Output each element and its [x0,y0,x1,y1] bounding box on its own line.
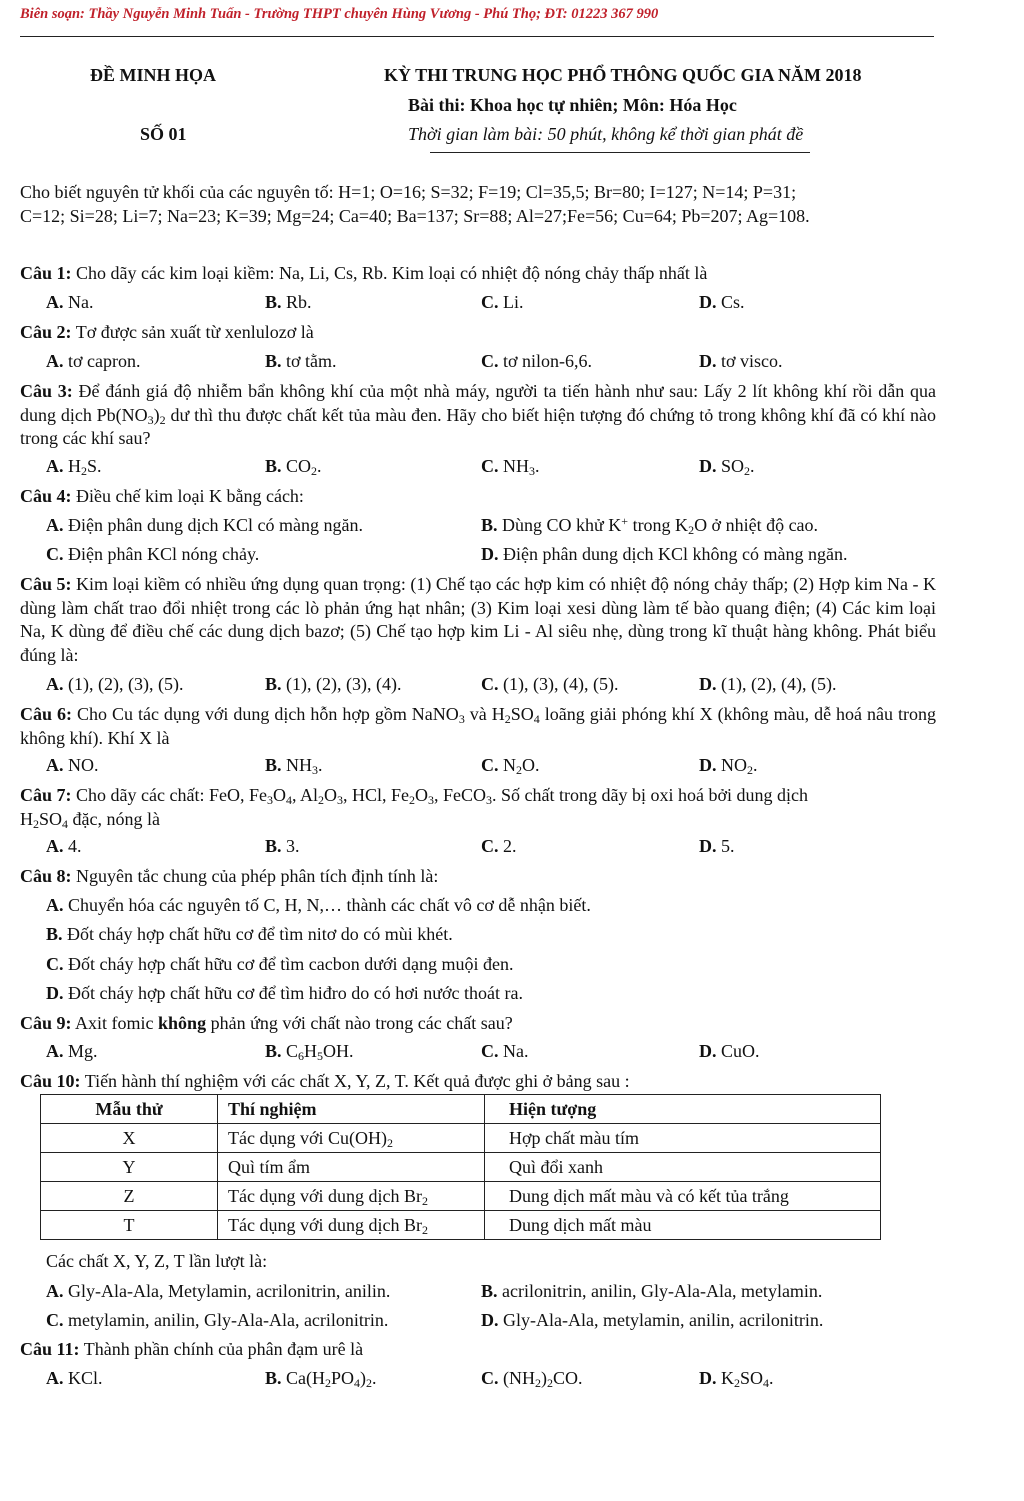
q9-option-a[interactable]: A. Mg. [46,1041,98,1061]
table-header-row [41,1095,881,1124]
q10-option-d[interactable]: D. Gly-Ala-Ala, metylamin, anilin, acrilonitrin. [481,1310,824,1330]
table-row [41,1124,881,1153]
experiment-table [40,1094,881,1240]
q3-option-c[interactable]: C. $NH_3$. [481,456,540,478]
q10-option-b[interactable]: B. acrilonitrin, anilin, Gly-Ala-Ala, metylamin. [481,1281,823,1301]
q6-option-b[interactable]: B. $NH_3$. [265,755,323,777]
q10-prompt: Các chất X, Y, Z, T lần lượt là: [46,1251,268,1271]
column-header: Mẫu thử [41,1095,218,1124]
q8-option-a[interactable]: A. Chuyển hóa các nguyên tố C, H, N,… thành các chất vô cơ dễ nhận biết. [46,895,591,915]
q10-option-c[interactable]: C. metylamin, anilin, Gly-Ala-Ala, acrilonitrin. [46,1310,389,1330]
q6-option-d[interactable]: D. $NO_2$. [699,755,758,777]
q8-option-c[interactable]: C. Đốt cháy hợp chất hữu cơ để tìm cacbon dưới dạng muội đen. [46,954,514,974]
atomic-masses-line1: Cho biết nguyên tử khối của các nguyên tố: H=1; O=16; S=32; F=19; Cl=35,5; Br=80; I=127; N=14; P=31; [20,182,797,202]
table-cell: Dung dịch mất màu và có kết tủa trắng [485,1182,881,1211]
table-cell: Tác dụng với dung dịch $Br_2$ [218,1211,485,1240]
q11-option-a[interactable]: A. KCl. [46,1368,103,1388]
question-11: Câu 11: Thành phần chính của phân đạm urê là [20,1339,364,1359]
q2-option-c[interactable]: C. tơ nilon-6,6. [481,351,593,371]
q7-option-d[interactable]: D. 5. [699,836,735,856]
question-text: Tơ được sản xuất từ xenlulozơ là [75,322,314,342]
question-label: Câu 1: [20,263,72,283]
column-header: Hiện tượng [485,1095,881,1124]
atomic-masses-line2: C=12; Si=28; Li=7; Na=23; K=39; Mg=24; Ca=40; Ba=137; Sr=88; Al=27;Fe=56; Cu=64; Pb=207; Ag=108. [20,205,810,226]
q9-option-b[interactable]: B. $C_6H_5OH$. [265,1041,354,1063]
question-label: Câu 3: [20,381,73,401]
q8-option-b[interactable]: B. Đốt cháy hợp chất hữu cơ để tìm nitơ do có mùi khét. [46,924,453,944]
table-row [41,1153,881,1182]
q9-option-c[interactable]: C. Na. [481,1041,529,1061]
atomic-masses [20,181,936,228]
q6-option-a[interactable]: A. NO. [46,755,99,775]
exam-label: ĐỀ MINH HỌA [90,65,216,85]
exam-time: Thời gian làm bài: 50 phút, không kể thời gian phát đề [408,124,804,144]
q4-option-b[interactable]: B. Dùng CO khử K+ trong $K_2O$ ở nhiệt độ cao. [481,514,819,537]
table-cell: Z [41,1182,218,1211]
q3-option-b[interactable]: B. $CO_2$. [265,456,322,478]
q5-option-c[interactable]: C. (1), (3), (4), (5). [481,674,619,694]
exam-subject: Bài thi: Khoa học tự nhiên; Môn: Hóa Học [408,95,737,115]
q10-option-a[interactable]: A. Gly-Ala-Ala, Metylamin, acrilonitrin, anilin. [46,1281,391,1301]
q9-option-d[interactable]: D. CuO. [699,1041,760,1061]
table-cell: Y [41,1153,218,1182]
question-text: Cho dãy các kim loại kiềm: Na, Li, Cs, Rb. Kim loại có nhiệt độ nóng chảy thấp nhất là [76,263,708,283]
exam-number: SỐ 01 [140,124,187,144]
question-label: Câu 9: [20,1013,72,1033]
title-underline [430,152,810,153]
question-label: Câu 10: [20,1071,81,1091]
question-6: Câu 6: Cho Cu tác dụng với dung dịch hỗn hợp gồm NaNO$_3$ và $H_2SO_4$ loãng giải phóng khí X (không màu, dễ hoá nâu trong không khí). Khí X là [20,704,936,748]
q5-option-b[interactable]: B. (1), (2), (3), (4). [265,674,402,694]
q4-option-d[interactable]: D. Điện phân dung dịch KCl không có màng ngăn. [481,544,848,564]
q11-option-b[interactable]: B. $Ca(H_2PO_4)_2$. [265,1368,377,1390]
q2-option-b[interactable]: B. tơ tằm. [265,351,337,371]
q8-option-d[interactable]: D. Đốt cháy hợp chất hữu cơ để tìm hiđro do có hơi nước thoát ra. [46,983,523,1003]
column-header: Thí nghiệm [218,1095,485,1124]
header-divider [20,36,934,37]
question-4: Câu 4: Điều chế kim loại K bằng cách: [20,486,304,506]
q6-option-c[interactable]: C. $N_2O$. [481,755,540,777]
question-label: Câu 4: [20,486,72,506]
question-3: Câu 3: Để đánh giá độ nhiễm bẩn không khí của một nhà máy, người ta tiến hành như sau: Lấy 2 lít không khí rồi dẫn qua dung dịch $Pb(NO_3)_2$ dư thì thu được chất kết tủa màu đen. Hãy cho biết hiện tượng đó chứng tỏ trong không khí đã có khí nào trong các khí sau? [20,381,936,448]
q7-option-a[interactable]: A. 4. [46,836,82,856]
table-row [41,1182,881,1211]
question-8: Câu 8: Nguyên tắc chung của phép phân tích định tính là: [20,866,439,886]
q11-option-d[interactable]: D. $K_2SO_4$. [699,1368,774,1390]
q5-option-d[interactable]: D. (1), (2), (4), (5). [699,674,837,694]
question-label: Câu 11: [20,1339,80,1359]
table-cell: Quì đổi xanh [485,1153,881,1182]
table-cell: Tác dụng với dung dịch $Br_2$ [218,1182,485,1211]
question-10: Câu 10: Tiến hành thí nghiệm với các chất X, Y, Z, T. Kết quả được ghi ở bảng sau : [20,1071,630,1091]
question-label: Câu 7: [20,785,72,805]
question-5: Câu 5: Kim loại kiềm có nhiều ứng dụng quan trọng: (1) Chế tạo các hợp kim có nhiệt độ nóng chảy thấp; (2) Hợp kim Na - K dùng làm chất trao đổi nhiệt trong các lò phản ứng hạt nhân; (3) Kim loại xesi dùng làm tế bào quang điện; (4) Các kim loại Na, K dùng để điều chế các dung dịch bazơ; (5) Chế tạo hợp kim Li - Al siêu nhẹ, dùng trong kĩ thuật hàng không. Phát biểu đúng là: [20,574,937,665]
question-label: Câu 5: [20,574,72,594]
q4-option-a[interactable]: A. Điện phân dung dịch KCl có màng ngăn. [46,515,363,535]
q4-option-c[interactable]: C. Điện phân KCl nóng chảy. [46,544,260,564]
table-cell: X [41,1124,218,1153]
q1-option-d[interactable]: D. Cs. [699,292,745,312]
q11-option-c[interactable]: C. $(NH_2)_2CO$. [481,1368,583,1390]
table-cell: Tác dụng với $Cu(OH)_2$ [218,1124,485,1153]
author-header: Biên soạn: Thầy Nguyễn Minh Tuấn - Trường THPT chuyên Hùng Vương - Phú Thọ; ĐT: 01223 367 990 [20,6,659,22]
table-cell: T [41,1211,218,1240]
table-cell: Dung dịch mất màu [485,1211,881,1240]
q1-option-a[interactable]: A. Na. [46,292,94,312]
table-row [41,1211,881,1240]
q7-option-b[interactable]: B. 3. [265,836,300,856]
table-cell: Hợp chất màu tím [485,1124,881,1153]
q2-option-a[interactable]: A. tơ capron. [46,351,141,371]
question-9: Câu 9: Axit fomic không phản ứng với chất nào trong các chất sau? [20,1013,513,1033]
q2-option-d[interactable]: D. tơ visco. [699,351,783,371]
question-7: Câu 7: Cho dãy các chất: FeO, $Fe_3O_4$, $Al_2O_3$, HCl, $Fe_2O_3$, FeCO$_3$. Số chất trong dãy bị oxi hoá bởi dung dịch $H_2SO_4$ đặc, nóng là [20,785,808,831]
q3-option-d[interactable]: D. $SO_2$. [699,456,755,478]
question-1 [20,262,936,286]
question-label: Câu 8: [20,866,72,886]
q5-option-a[interactable]: A. (1), (2), (3), (5). [46,674,184,694]
question-label: Câu 6: [20,704,72,724]
q7-option-c[interactable]: C. 2. [481,836,517,856]
q3-option-a[interactable]: A. $H_2S$. [46,456,102,478]
exam-title: KỲ THI TRUNG HỌC PHỔ THÔNG QUỐC GIA NĂM 2018 [384,65,862,85]
q1-option-b[interactable]: B. Rb. [265,292,312,312]
question-label: Câu 2: [20,322,72,342]
question-2 [20,321,936,345]
table-cell: Quì tím ẩm [218,1153,485,1182]
q1-option-c[interactable]: C. Li. [481,292,524,312]
